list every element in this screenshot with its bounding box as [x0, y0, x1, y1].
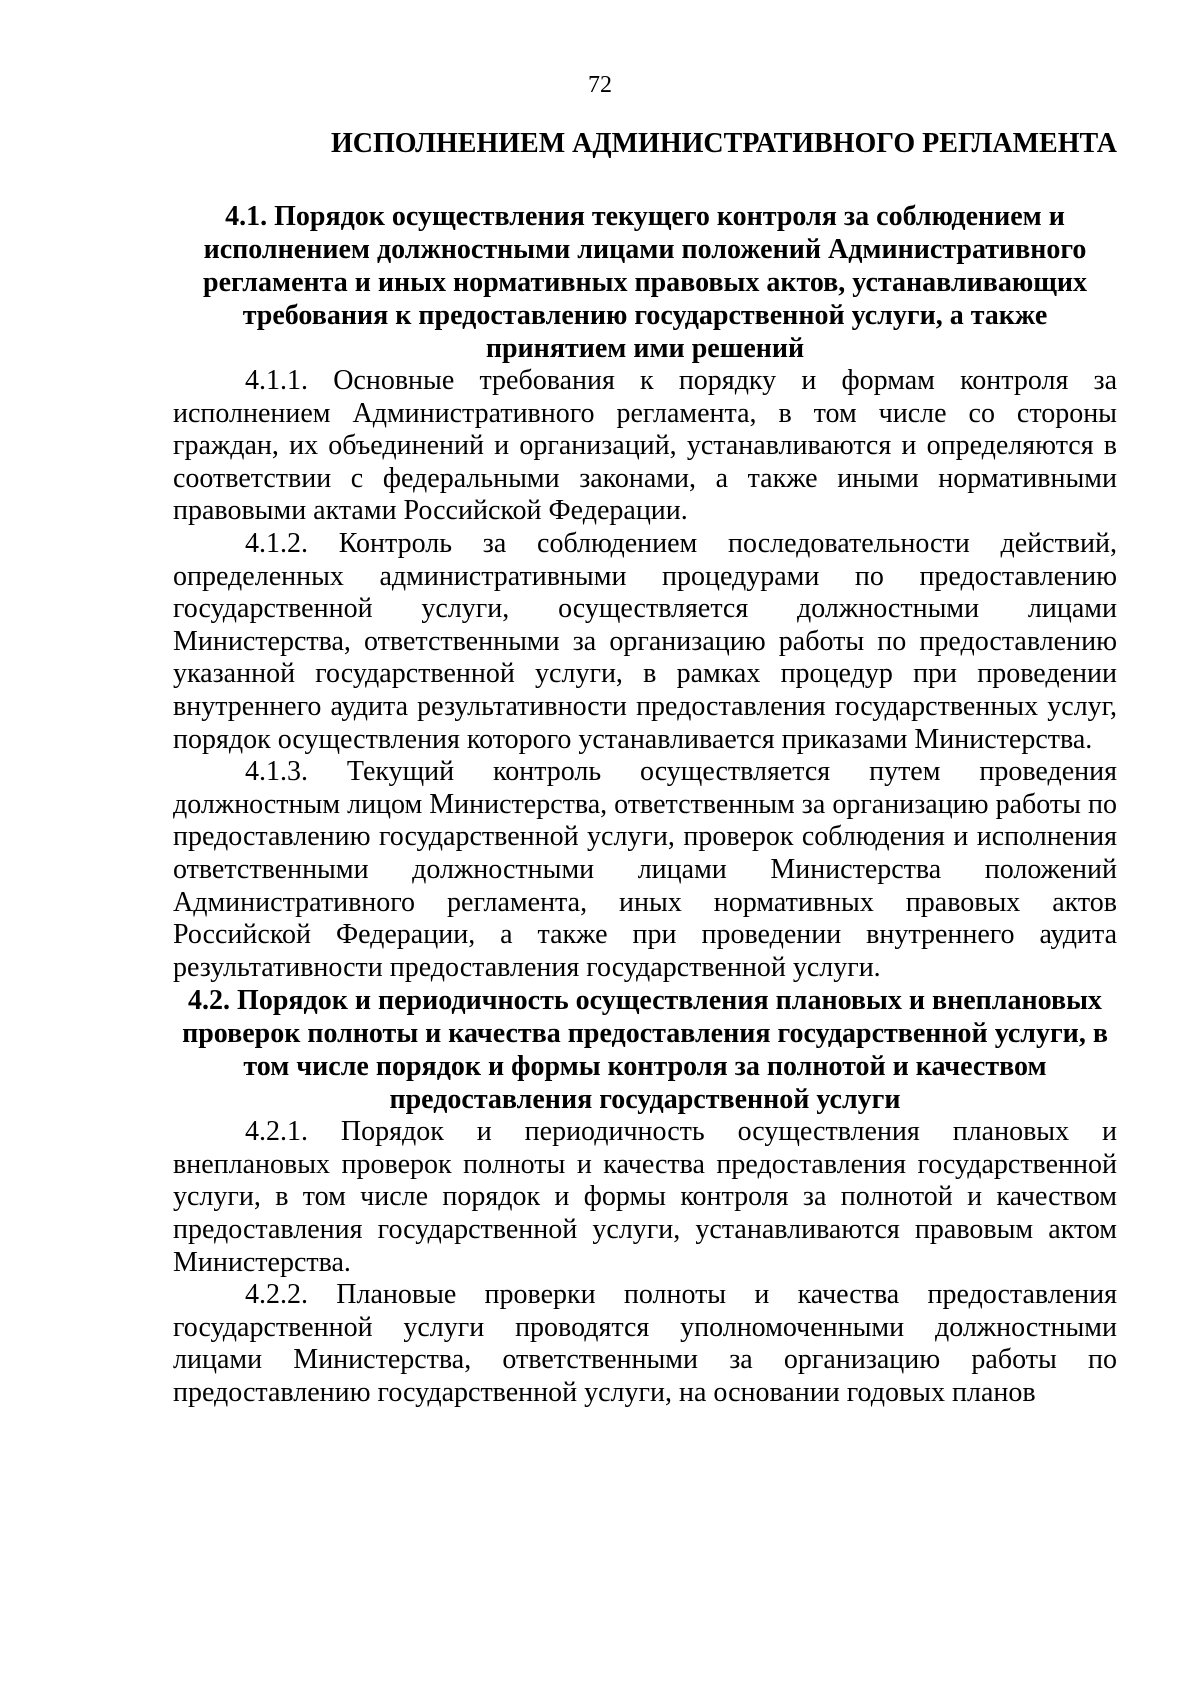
paragraph-4-1-2: 4.1.2. Контроль за соблюдением последовательности действий, определенных административными процедурами по предоставлению государственной услуги, осуществляется должностными лицами Министерства, ответственными за организацию работы по предоставлению указанной государственной услуги, в рамках процедур при проведении внутреннего аудита результативности предоставления государственных услуг, порядок осуществления которого устанавливается приказами Министерства.	[173, 527, 1117, 755]
page-content	[173, 128, 1117, 1410]
section-heading-4-2: 4.2. Порядок и периодичность осуществления плановых и внеплановых проверок полноты и качества предоставления государственной услуги, в том числе порядок и формы контроля за полнотой и качеством предоставления государственной услуги	[182, 985, 1108, 1116]
paragraph-4-1-3: 4.1.3. Текущий контроль осуществляется путем проведения должностным лицом Министерства, ответственным за организацию работы по предоставлению государственной услуги, проверок соблюдения и исполнения ответственными должностными лицами Министерства положений Административного регламента, иных нормативных правовых актов Российской Федерации, а также при проведении внутреннего аудита результативности предоставления государственной услуги.	[173, 756, 1117, 983]
page-number: 72	[588, 72, 612, 98]
section-heading-4-1: 4.1. Порядок осуществления текущего контроля за соблюдением и исполнением должностными лицами положений Административного регламента и иных нормативных правовых актов, устанавливающих требования к предоставлению государственной услуги, а также принятием ими решений	[203, 201, 1087, 364]
paragraph-4-2-2: 4.2.2. Плановые проверки полноты и качества предоставления государственной услуги проводятся уполномоченными должностными лицами Министерства, ответственными за организацию работы по предоставлению государственной услуги, на основании годовых планов	[173, 1279, 1117, 1409]
continued-heading: ИСПОЛНЕНИЕМ АДМИНИСТРАТИВНОГО РЕГЛАМЕНТА	[331, 128, 1117, 159]
paragraph-4-2-1: 4.2.1. Порядок и периодичность осуществления плановых и внеплановых проверок полноты и качества предоставления государственной услуги, в том числе порядок и формы контроля за полнотой и качеством предоставления государственной услуги, устанавливаются правовым актом Министерства.	[173, 1116, 1117, 1278]
paragraph-4-1-1: 4.1.1. Основные требования к порядку и формам контроля за исполнением Административного регламента, в том числе со стороны граждан, их объединений и организаций, устанавливаются и определяются в соответствии с федеральными законами, а также иными нормативными правовыми актами Российской Федерации.	[173, 365, 1117, 527]
